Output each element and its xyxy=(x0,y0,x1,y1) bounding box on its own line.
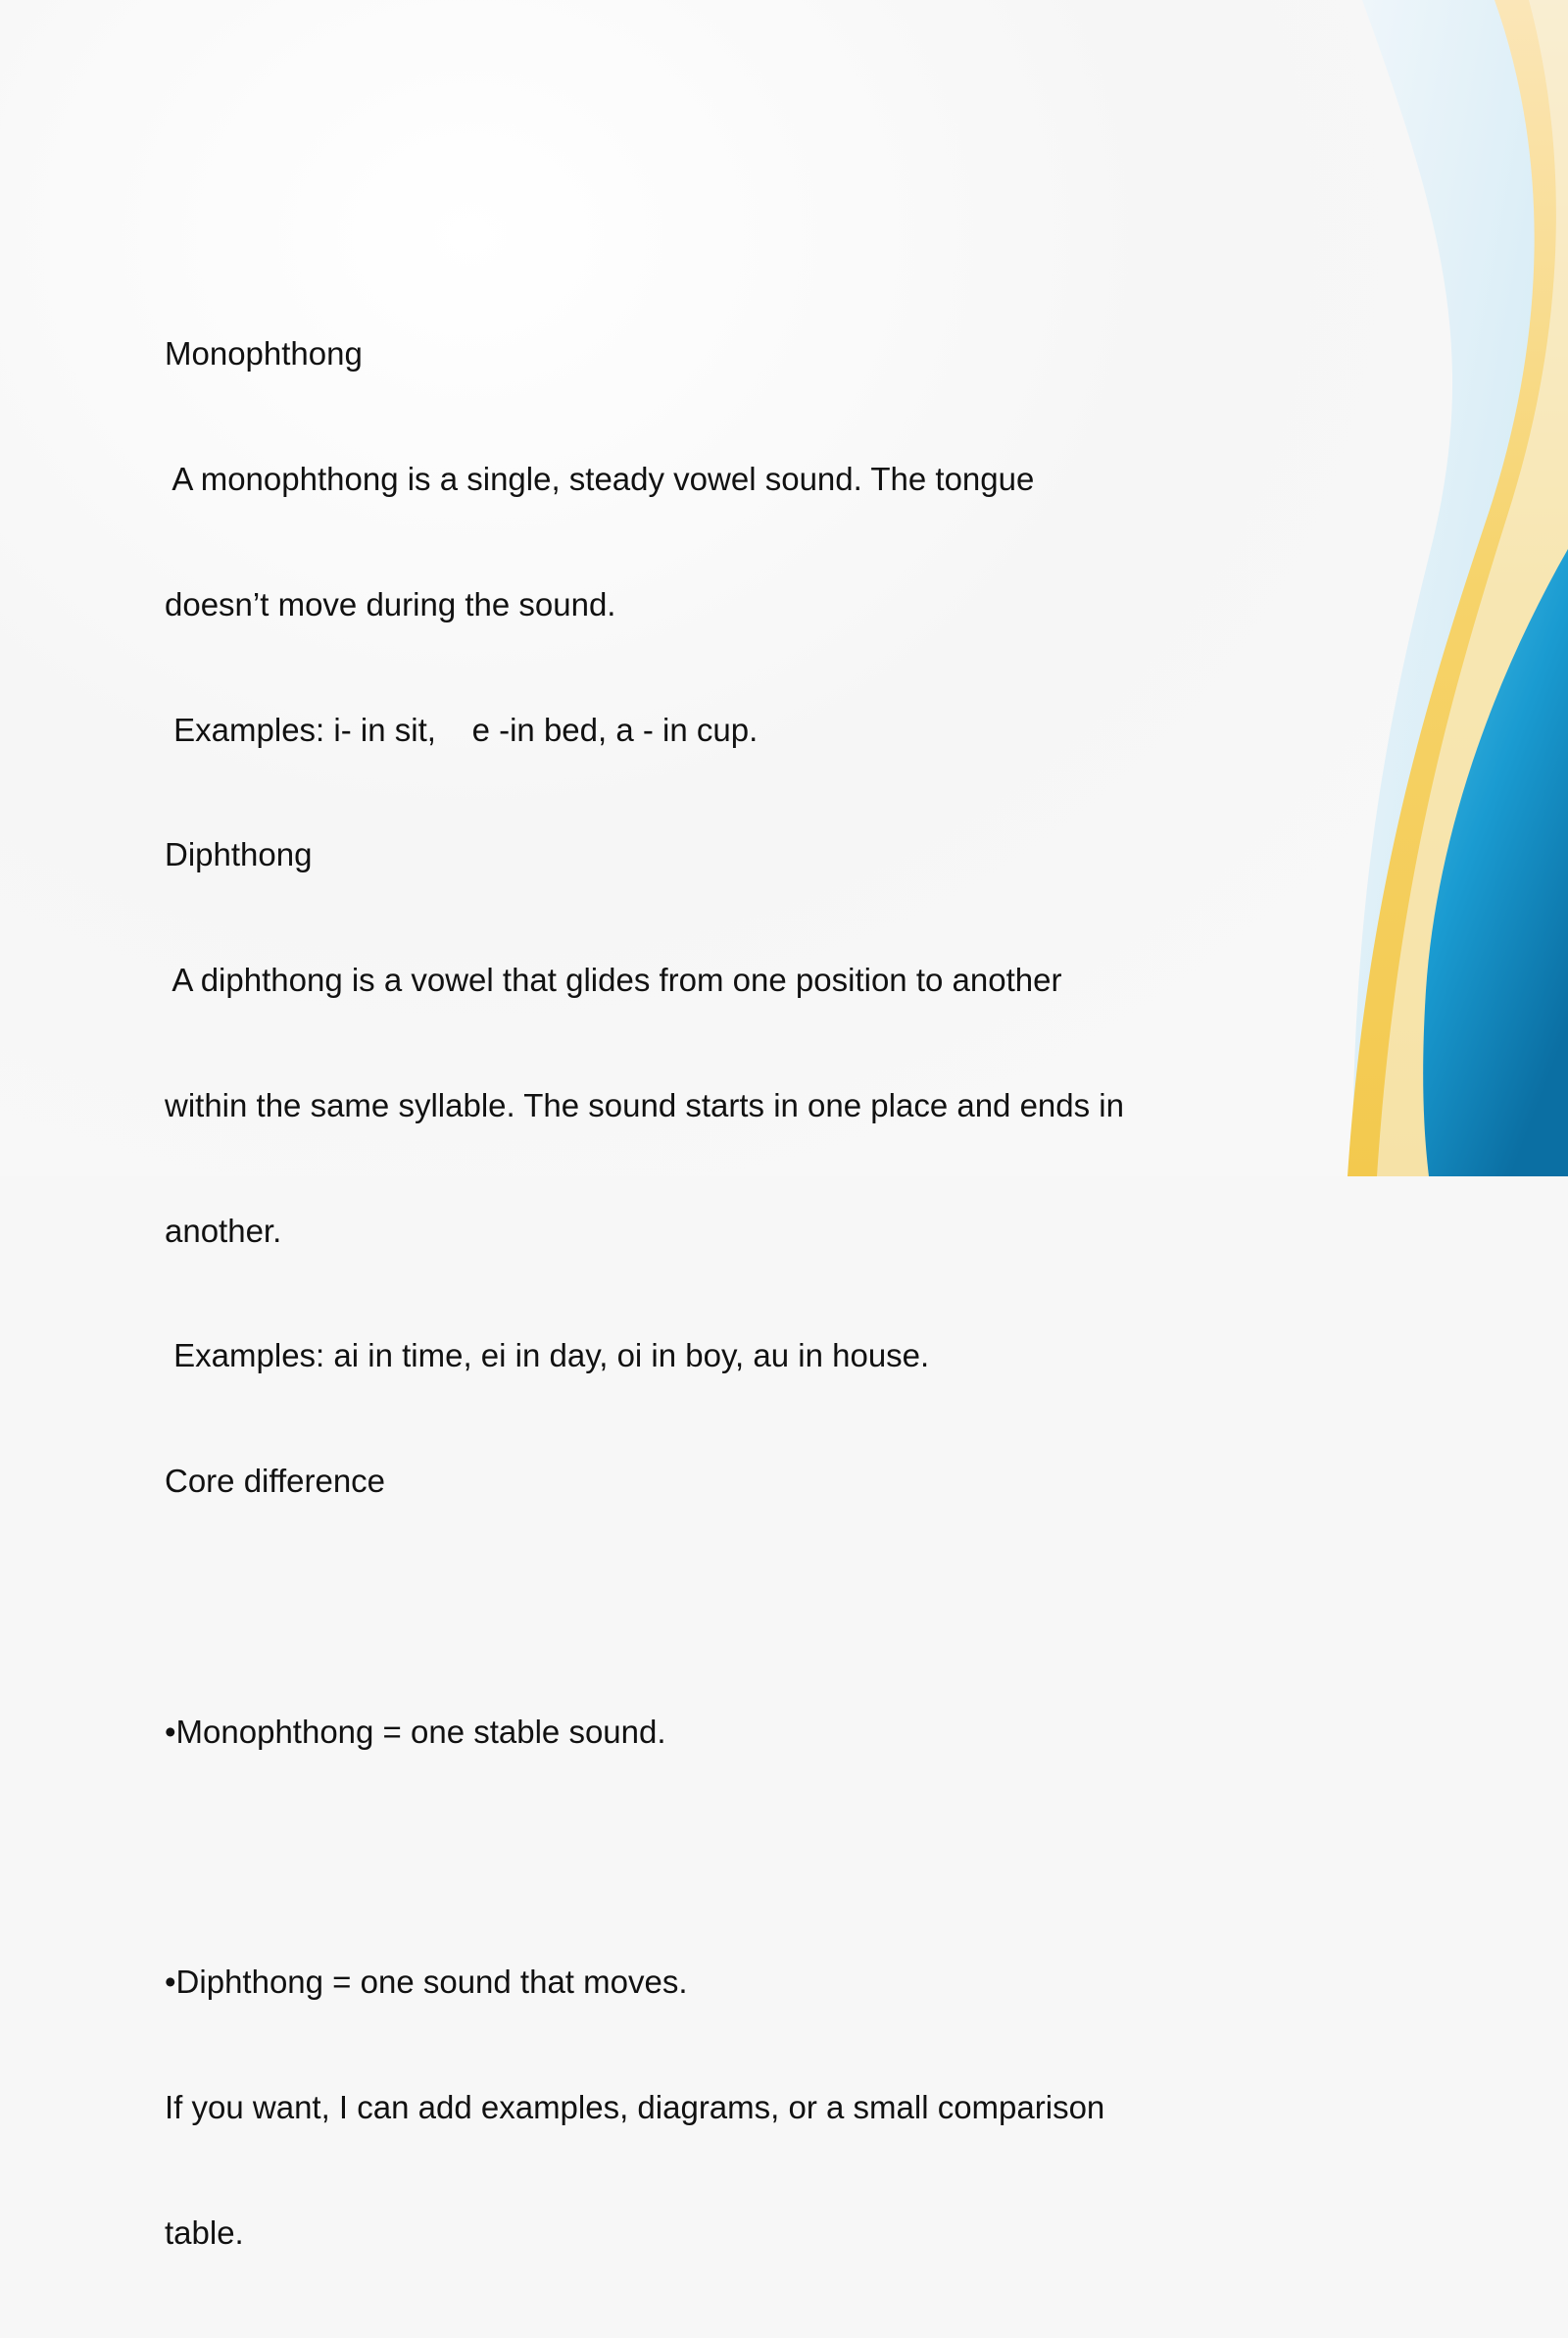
text-line: Examples: ai in time, ei in day, oi in boy, au in house. xyxy=(165,1337,930,1374)
heading-diphthong: Diphthong xyxy=(165,836,313,873)
blank-line xyxy=(165,1837,1223,1879)
bullet-diphthong: •Diphthong = one sound that moves. xyxy=(165,1964,688,2001)
text-line: Examples: i- in sit, e -in bed, a - in cup. xyxy=(165,711,759,748)
bullet-monophthong: •Monophthong = one stable sound. xyxy=(165,1713,666,1750)
text-line: A diphthong is a vowel that glides from one position to another xyxy=(165,962,1062,999)
text-line: A monophthong is a single, steady vowel sound. The tongue xyxy=(165,460,1035,497)
text-line: doesn’t move during the sound. xyxy=(165,585,616,622)
text-line: If you want, I can add examples, diagrams, or a small comparison xyxy=(165,2089,1105,2126)
slide-body-text xyxy=(165,250,1223,2338)
blank-line xyxy=(165,1586,1223,1628)
text-line: table. xyxy=(165,2214,244,2251)
text-line: another. xyxy=(165,1212,282,1249)
heading-monophthong: Monophthong xyxy=(165,335,363,373)
heading-core-difference: Core difference xyxy=(165,1463,386,1500)
text-line: within the same syllable. The sound starts in one place and ends in xyxy=(165,1086,1124,1123)
